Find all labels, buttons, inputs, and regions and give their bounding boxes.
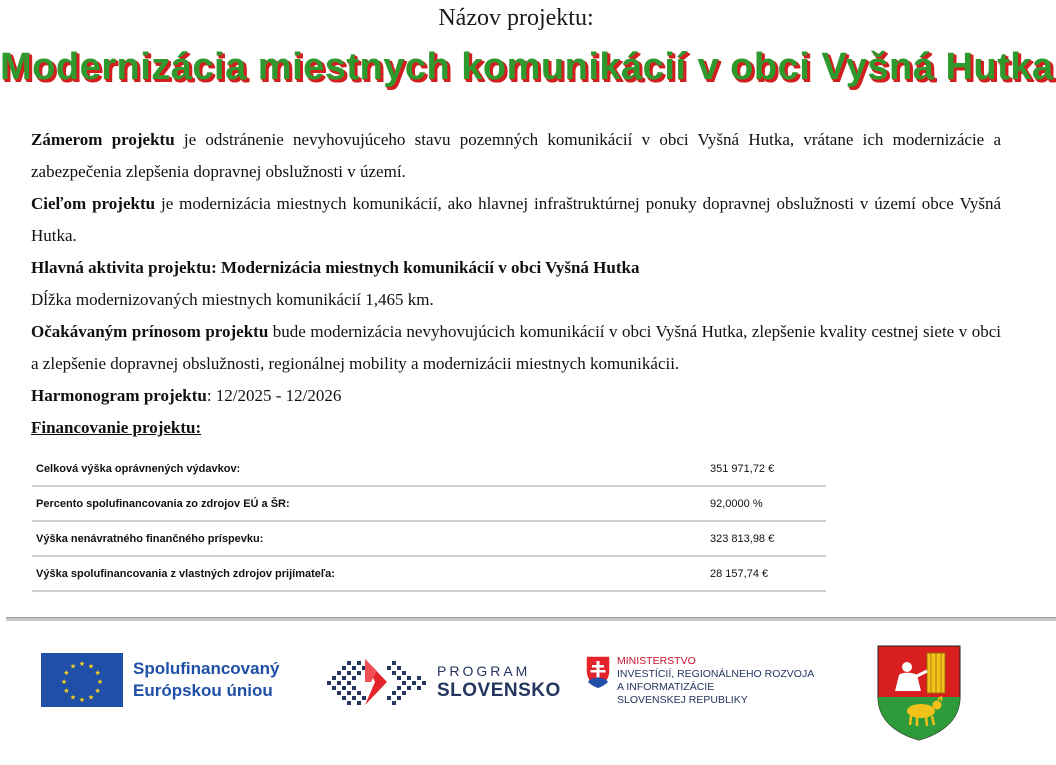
schedule-label: Harmonogram projektu (31, 386, 207, 405)
schedule-paragraph (31, 380, 1001, 412)
length-paragraph (31, 284, 1001, 316)
svg-text:★: ★ (63, 687, 70, 695)
coat-of-arms-icon (877, 645, 961, 741)
objective-text: je modernizácia miestnych komunikácií, ako hlavnej infraštruktúrnej ponuky dopravnej obslužnosti v území obce Vyšná Hutka. (31, 194, 1001, 245)
project-title: Modernizácia miestnych komunikácií v obci Vyšná Hutka (0, 46, 1054, 88)
svg-text:★: ★ (69, 662, 77, 671)
row-value: 351 971,72 € (706, 452, 826, 486)
table-row (32, 486, 826, 521)
financing-table (32, 452, 826, 592)
svg-text:★: ★ (96, 678, 104, 686)
objective-paragraph (31, 188, 1001, 252)
table-row (32, 452, 826, 486)
length-text: Dĺžka modernizovaných miestnych komunikácií 1,465 km. (31, 290, 434, 309)
goal-paragraph (31, 124, 1001, 188)
benefit-paragraph (31, 316, 1001, 380)
table-row (32, 556, 826, 591)
eu-logo-text (133, 658, 279, 702)
row-label: Celková výška oprávnených výdavkov: (32, 452, 706, 486)
eu-cofinanced-logo (41, 653, 279, 707)
goal-label: Zámerom projektu (31, 130, 175, 149)
table-row (32, 521, 826, 556)
footer-divider (6, 617, 1056, 621)
eu-flag-icon (41, 653, 123, 707)
row-label: Výška nenávratného finančného príspevku: (32, 521, 706, 556)
row-label: Percento spolufinancovania zo zdrojov EÚ a ŠR: (32, 486, 706, 521)
program-slovensko-icon (325, 655, 427, 709)
ministry-line-2: INVESTÍCIÍ, REGIONÁLNEHO ROZVOJA (617, 668, 815, 680)
row-value: 323 813,98 € (706, 521, 826, 556)
svg-text:★: ★ (69, 693, 77, 702)
project-label: Názov projektu: (438, 5, 594, 31)
program-slovensko-logo (325, 655, 561, 709)
ministry-logo (585, 655, 814, 707)
eu-line-1: Spolufinancovaný (133, 659, 280, 678)
row-value: 92,0000 % (706, 486, 826, 521)
svg-text:★: ★ (87, 662, 95, 671)
svg-text:★: ★ (78, 696, 86, 704)
benefit-label: Očakávaným prínosom projektu (31, 322, 269, 341)
project-description (31, 124, 1001, 444)
svg-text:★: ★ (78, 660, 86, 668)
ministry-line-4: SLOVENSKEJ REPUBLIKY (617, 694, 748, 706)
row-label: Výška spolufinancovania z vlastných zdrojov prijímateľa: (32, 556, 706, 591)
objective-label: Cieľom projektu (31, 194, 156, 213)
program-word: PROGRAM (437, 663, 531, 679)
main-activity (31, 252, 1001, 284)
goal-text: je odstránenie nevyhovujúceho stavu pozemných komunikácií v obci Vyšná Hutka, vrátane ich modernizácie a zabezpečenia zlepšenia dopravnej obslužnosti v území. (31, 130, 1002, 181)
financing-heading: Financovanie projektu: (31, 418, 202, 437)
slovensko-word: SLOVENSKO (437, 680, 561, 701)
eu-line-2: Európskou úniou (133, 681, 273, 700)
svg-text:★: ★ (94, 669, 101, 677)
svg-text:★: ★ (63, 669, 70, 677)
row-value: 28 157,74 € (706, 556, 826, 591)
svg-text:★: ★ (87, 693, 95, 702)
svg-text:★: ★ (60, 678, 68, 686)
ministry-line-1: MINISTERSTVO (617, 655, 696, 667)
ministry-line-3: A INFORMATIZÁCIE (617, 681, 715, 693)
municipality-coat-of-arms (877, 645, 961, 746)
main-activity-text: Hlavná aktivita projektu: Modernizácia miestnych komunikácií v obci Vyšná Hutka (31, 258, 640, 277)
benefit-text: bude modernizácia nevyhovujúcich komunikácií v obci Vyšná Hutka, zlepšenie kvality cestnej siete v obci a zlepšenie dopravnej obslužnosti, regionálnej mobility a modernizácii miestnych komunikácii. (31, 322, 1002, 373)
svg-text:★: ★ (94, 687, 101, 695)
slovak-shield-icon (585, 655, 611, 689)
schedule-text: : 12/2025 - 12/2026 (206, 386, 342, 405)
